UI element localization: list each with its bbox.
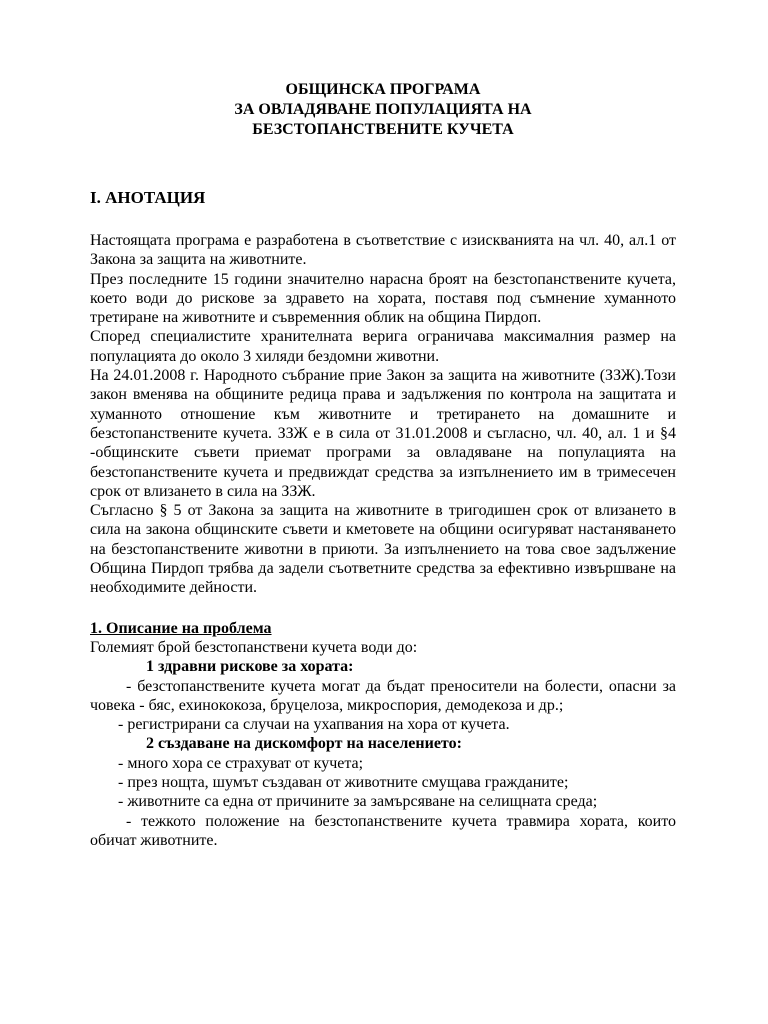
title-line-1: ОБЩИНСКА ПРОГРАМА [285,81,481,98]
title-line-2: ЗА ОВЛАДЯВАНЕ ПОПУЛАЦИЯТА НА [234,101,532,118]
risk-heading-discomfort: 2 създаване на дискомфорт на населението: [146,735,462,753]
document-title [90,80,676,140]
paragraph-3: Според специалистите хранителната верига ограничава максималния размер на популацията до около 3 хиляди бездомни животни. [90,328,676,365]
risk-health-bullet-1: - безстопанствените кучета могат да бъдат преносители на болести, опасни за човека - бяс, ехинококоза, бруцелоза, микроспория, демодекоза и др.; [90,677,676,714]
paragraph-2: През последните 15 години значително нарасна броят на безстопанствените кучета, което води до рискове за здравето на хората, поставя под съмнение хуманното третиране на животните и съвременния облик на община Пирдоп. [90,270,676,327]
risk-discomfort-bullet-4: - тежкото положение на безстопанствените кучета травмира хората, които обичат животните. [90,812,676,849]
annotation-body [90,231,676,598]
risk-discomfort-bullet-3: - животните са една от причините за замърсяване на селищната среда; [118,793,598,811]
problem-intro: Големият брой безстопанствени кучета води до: [90,638,418,656]
subsection-heading-problem: 1. Описание на проблема [90,619,272,637]
risk-heading-health: 1 здравни рискове за хората: [146,658,354,676]
paragraph-4: На 24.01.2008 г. Народното събрание прие Закон за защита на животните (ЗЗЖ).Този закон вменява на общините редица права и задължения по контрола на защитата и хуманното отношение към животните и третирането на домашните и безстопанствените кучета. ЗЗЖ е в сила от 31.01.2008 и съгласно, чл. 40, ал. 1 и §4 -общинските съвети приемат програми за овладяване на популацията на безстопанствените кучета и предвиждат средства за изпълнението им в тримесечен срок от влизането в сила на ЗЗЖ. [90,367,676,500]
title-line-3: БЕЗСТОПАНСТВЕНИТЕ КУЧЕТА [252,121,514,138]
paragraph-1: Настоящата програма е разработена в съответствие с изискванията на чл. 40, ал.1 от Закона за защита на животните. [90,232,676,269]
paragraph-5: Съгласно § 5 от Закона за защита на животните в тригодишен срок от влизането в сила на закона общинските съвети и кметовете на общини осигуряват настаняването на безстопанствените животни в приюти. За изпълнението на това свое задължение Община Пирдоп трябва да задели съответните средства за ефективно извършване на необходимите дейности. [90,502,676,597]
risk-discomfort-bullet-1: - много хора се страхуват от кучета; [118,754,364,772]
risk-discomfort-bullet-2: - през нощта, шумът създаван от животните смущава гражданите; [118,774,569,792]
section-heading-annotation: I. АНОТАЦИЯ [90,188,206,207]
document-page [90,80,676,850]
risk-health-bullet-2: - регистрирани са случаи на ухапвания на хора от кучета. [118,716,510,734]
